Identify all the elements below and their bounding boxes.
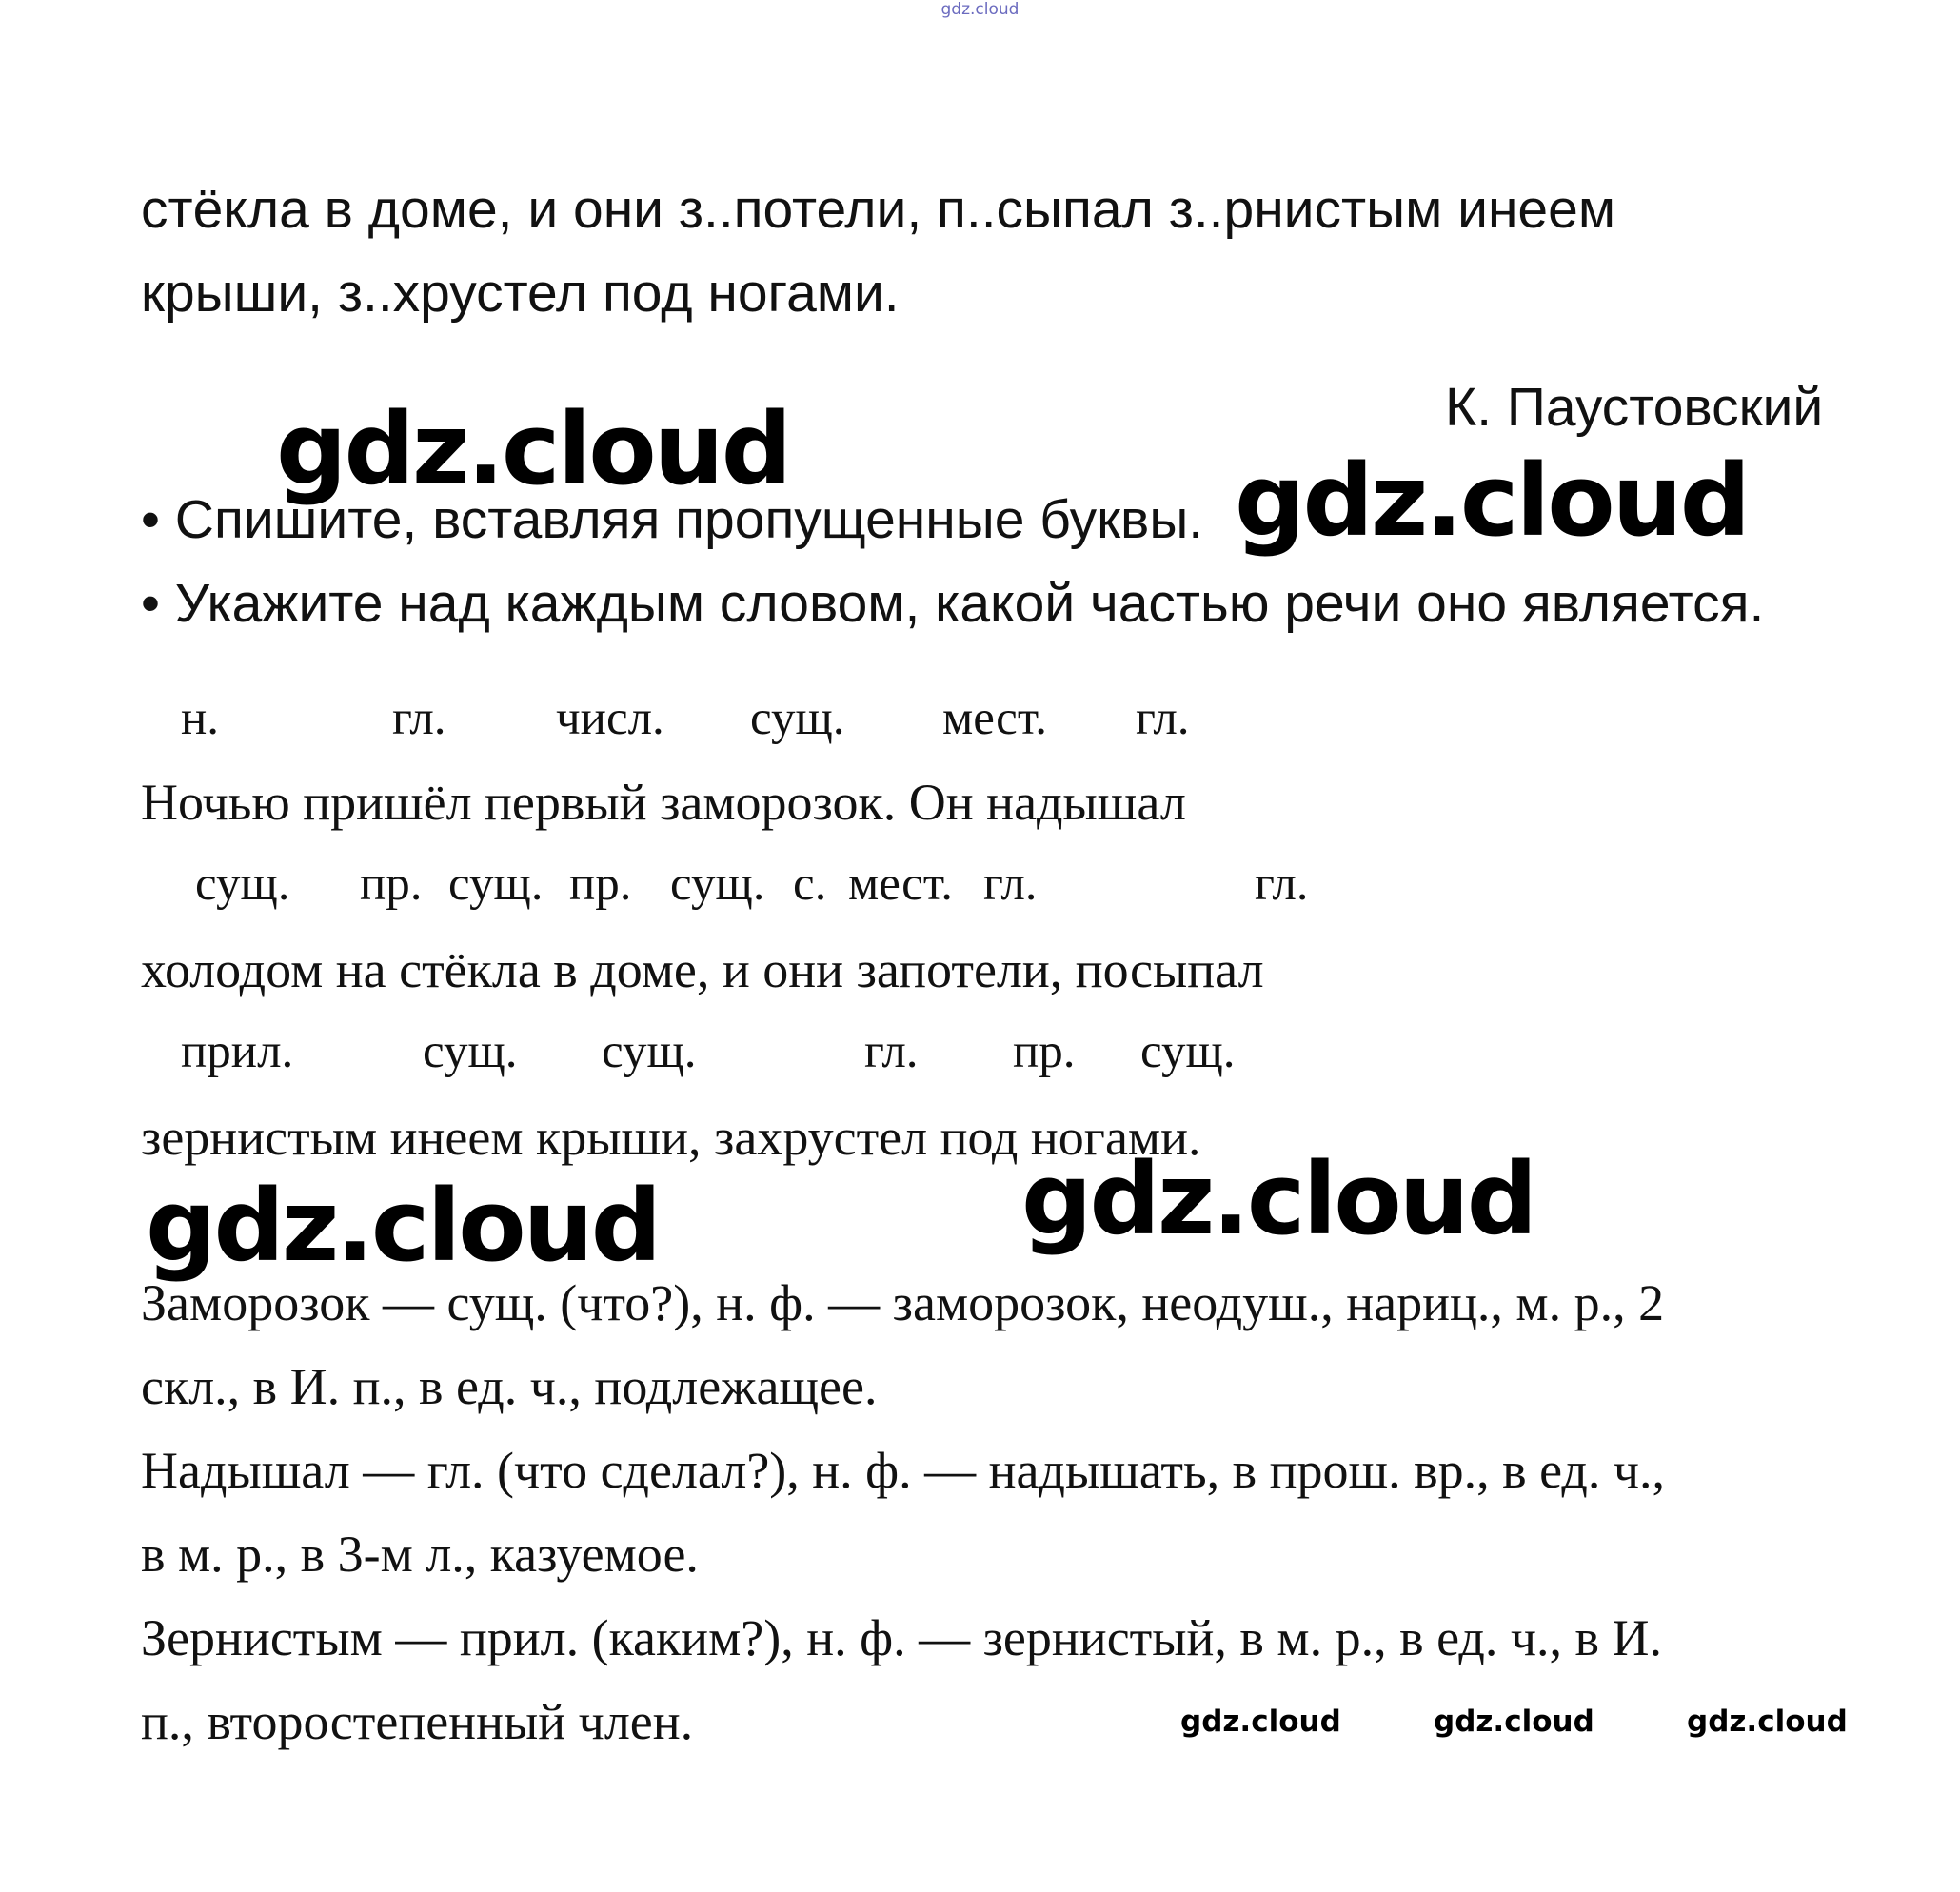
- answer-line-1: Ночью пришёл первый заморозок. Он надышал: [141, 774, 1186, 831]
- pos-label: прил.: [181, 1025, 294, 1078]
- analysis-line-6: п., второстепенный член.: [141, 1693, 694, 1750]
- pos-label: сущ.: [448, 857, 544, 911]
- task-2: • Укажите над каждым словом, какой частью речи оно является.: [141, 573, 1765, 634]
- exercise-text-line-1: стёкла в доме, и они з..потели, п..сыпал з..рнистым инеем: [141, 179, 1616, 240]
- analysis-line-2: скл., в И. п., в ед. ч., подлежащее.: [141, 1358, 878, 1415]
- analysis-line-1: Заморозок — сущ. (что?), н. ф. — заморозок, неодуш., нариц., м. р., 2: [141, 1274, 1665, 1331]
- watermark-1: gdz.cloud: [276, 391, 790, 507]
- pos-label: гл.: [1255, 857, 1309, 911]
- answer-line-3: зернистым инеем крыши, захрустел под ногами.: [141, 1109, 1201, 1166]
- watermark-small-3: gdz.cloud: [1687, 1705, 1848, 1739]
- pos-label: с.: [793, 857, 827, 911]
- pos-label: мест.: [848, 857, 954, 911]
- pos-label: мест.: [942, 692, 1048, 745]
- pos-label: сущ.: [1140, 1025, 1236, 1078]
- watermark-3: gdz.cloud: [146, 1168, 660, 1284]
- task-1: • Спишите, вставляя пропущенные буквы.: [141, 489, 1204, 550]
- pos-label: пр.: [569, 857, 632, 911]
- pos-label: сущ.: [423, 1025, 518, 1078]
- pos-label: гл.: [1136, 692, 1190, 745]
- pos-label: сущ.: [750, 692, 845, 745]
- pos-label: гл.: [864, 1025, 919, 1078]
- watermark-2: gdz.cloud: [1235, 443, 1749, 559]
- watermark-small-1: gdz.cloud: [1180, 1705, 1341, 1739]
- pos-label: гл.: [392, 692, 446, 745]
- exercise-text-line-2: крыши, з..хрустел под ногами.: [141, 263, 900, 324]
- pos-label: пр.: [1013, 1025, 1076, 1078]
- answer-line-2: холодом на стёкла в доме, и они запотели, посыпал: [141, 941, 1264, 998]
- analysis-line-3: Надышал — гл. (что сделал?), н. ф. — надышать, в прош. вр., в ед. ч.,: [141, 1442, 1666, 1499]
- pos-label: сущ.: [602, 1025, 697, 1078]
- watermark-4: gdz.cloud: [1021, 1141, 1535, 1257]
- author-name: К. Паустовский: [1445, 377, 1824, 438]
- pos-label: гл.: [983, 857, 1038, 911]
- analysis-line-4: в м. р., в 3-м л., казуемое.: [141, 1526, 699, 1583]
- pos-label: числ.: [556, 692, 664, 745]
- watermark-top: gdz.cloud: [940, 0, 1020, 19]
- watermark-small-2: gdz.cloud: [1434, 1705, 1594, 1739]
- pos-label: сущ.: [195, 857, 290, 911]
- analysis-line-5: Зернистым — прил. (каким?), н. ф. — зернистый, в м. р., в ед. ч., в И.: [141, 1609, 1662, 1666]
- pos-label: пр.: [360, 857, 423, 911]
- pos-label: н.: [181, 692, 220, 745]
- pos-label: сущ.: [670, 857, 765, 911]
